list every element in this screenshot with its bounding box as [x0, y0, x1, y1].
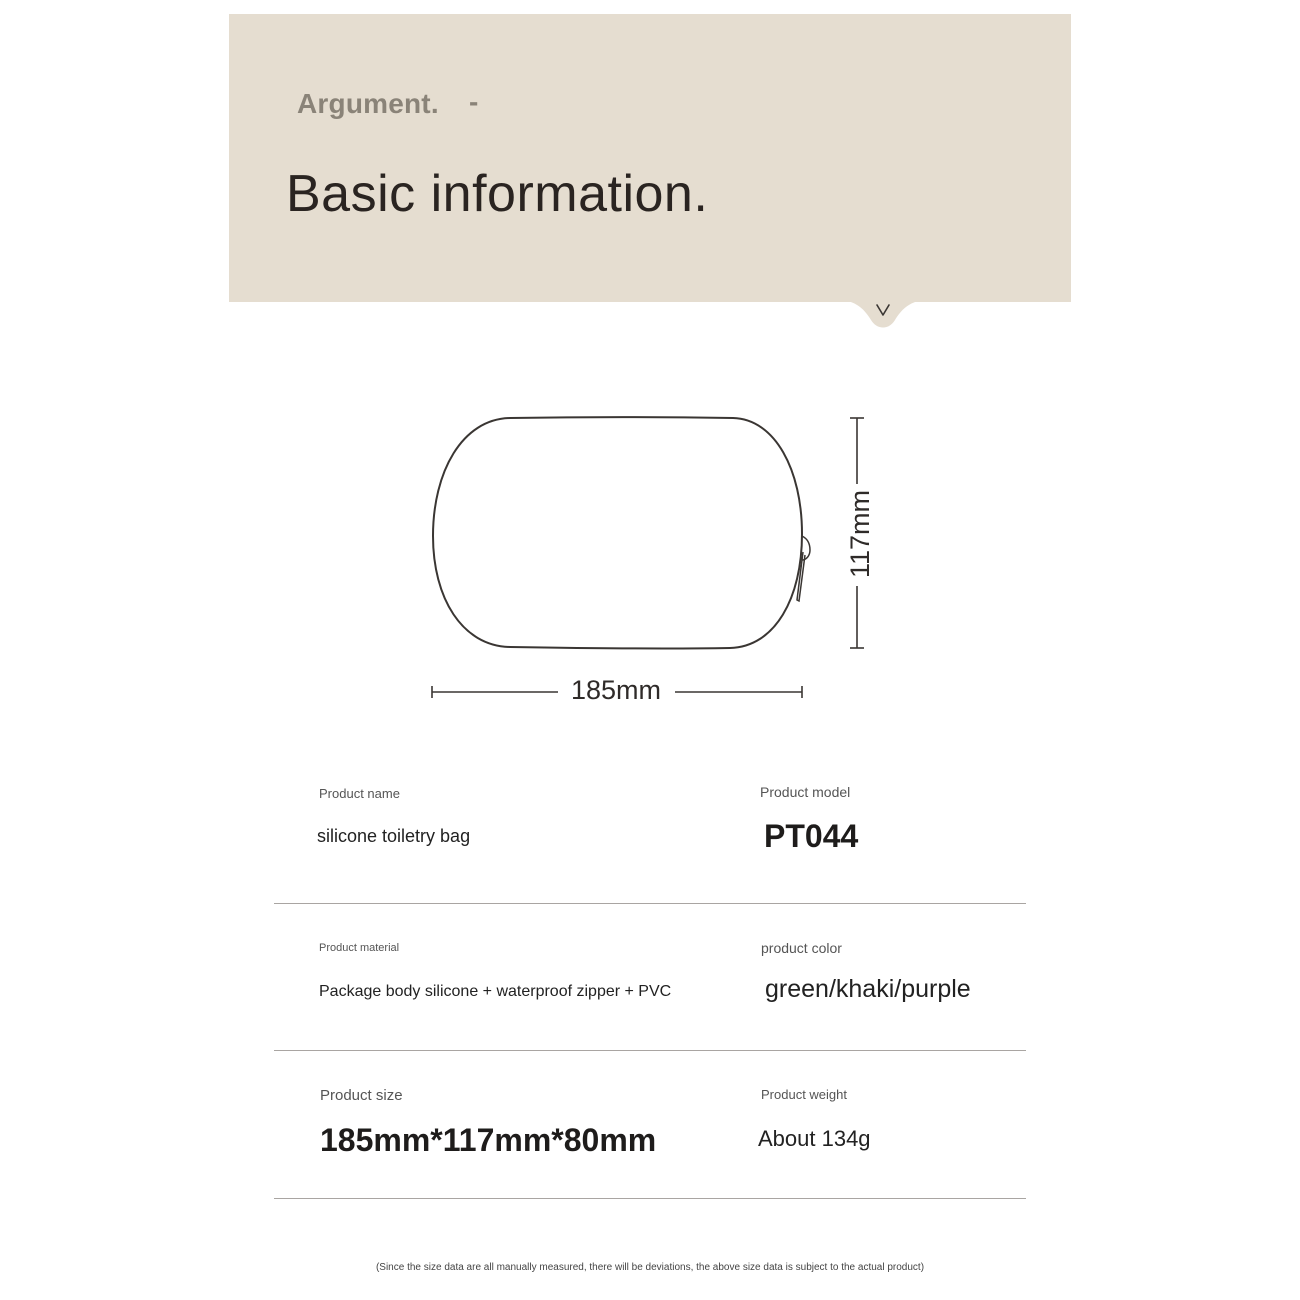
height-label: 117mm: [845, 489, 875, 579]
header-banner: [229, 14, 1071, 302]
chevron-down-icon: [843, 300, 923, 334]
header-dash: -: [469, 86, 479, 117]
product-name-label: Product name: [319, 786, 400, 801]
product-size-value: 185mm*117mm*80mm: [320, 1122, 657, 1158]
spec-divider: [274, 1050, 1026, 1051]
product-material-label: Product material: [319, 942, 400, 954]
product-name-value: silicone toiletry bag: [317, 826, 471, 846]
product-color-label: product color: [761, 940, 842, 956]
bag-outline: [433, 417, 802, 648]
header-kicker: Argument.: [297, 88, 439, 119]
product-material-value: Package body silicone + waterproof zipper + PVC: [319, 983, 672, 1000]
product-model-label: Product model: [760, 784, 851, 800]
measurement-disclaimer: (Since the size data are all manually measured, there will be deviations, the above size data is subject to the actual product): [375, 1262, 925, 1273]
product-size-label: Product size: [320, 1087, 403, 1104]
spec-divider: [274, 903, 1026, 904]
page-title: Basic information.: [286, 165, 709, 223]
product-weight-label: Product weight: [761, 1087, 847, 1102]
width-label: 185mm: [570, 675, 662, 705]
product-weight-value: About 134g: [758, 1126, 871, 1151]
product-model-value: PT044: [764, 818, 859, 854]
product-color-value: green/khaki/purple: [765, 975, 971, 1003]
product-dimension-diagram: [400, 400, 900, 720]
spec-divider: [274, 1198, 1026, 1199]
